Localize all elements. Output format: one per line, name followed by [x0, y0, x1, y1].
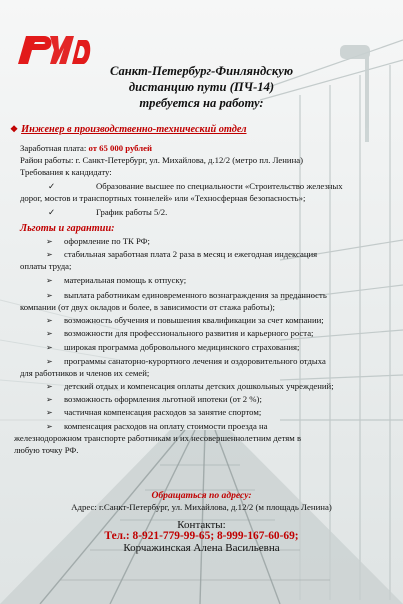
arrow-bullet-icon: ➢	[46, 422, 53, 431]
benefits-title: Льготы и гарантии:	[20, 223, 115, 234]
arrow-bullet-icon: ➢	[46, 357, 53, 366]
benefit-line: широкая программа добровольного медицинского страхования;	[64, 342, 300, 352]
title-line: Санкт-Петербург-Финляндскую	[109, 64, 294, 78]
diamond-bullet-icon: ❖	[10, 124, 19, 134]
benefit-line: возможность оформления льготной ипотеки (от 2 %);	[64, 394, 262, 404]
requirements-label: Требования к кандидату:	[20, 167, 112, 177]
benefit-line: железнодорожном транспорте работникам и их несовершеннолетним детям в	[14, 433, 302, 443]
arrow-bullet-icon: ➢	[46, 276, 53, 285]
benefit-line: возможность обучения и повышения квалификации за счет компании;	[64, 315, 324, 325]
benefit-line: частичная компенсация расходов за занятие спортом;	[64, 407, 262, 417]
arrow-bullet-icon: ➢	[46, 237, 53, 246]
education-line: Образование высшее по специальности «Строительство железных	[96, 181, 343, 191]
arrow-bullet-icon: ➢	[46, 291, 53, 300]
benefit-line: возможности для профессионального развития и карьерного роста;	[64, 328, 314, 338]
district-line: Район работы: г. Санкт-Петербург, ул. Михайлова, д.12/2 (метро пл. Ленина)	[20, 155, 303, 165]
benefit-line: стабильная заработная плата 2 раза в месяц и ежегодная индексация	[64, 249, 318, 259]
job-details	[20, 143, 400, 223]
vacancy-heading	[10, 124, 395, 135]
arrow-bullet-icon: ➢	[46, 343, 53, 352]
salary-label: Заработная плата:	[20, 143, 87, 153]
arrow-bullet-icon: ➢	[46, 250, 53, 259]
benefit-line: оформление по ТК РФ;	[64, 236, 150, 246]
vacancy-title: Инженер в производственно-технический отдел	[21, 124, 247, 135]
rzd-logo-icon	[14, 30, 92, 66]
benefit-line: выплата работникам единовременного вознаграждения за преданность	[64, 290, 327, 300]
benefit-line: компании (от двух окладов и более, в зависимости от стажа работы);	[20, 302, 275, 312]
rzd-logo	[14, 30, 92, 66]
benefits-list	[0, 236, 403, 476]
salary-line	[20, 143, 152, 154]
checkmark-icon: ✓	[48, 207, 56, 217]
contact-address: Адрес: г.Санкт-Петербург, ул. Михайлова, д.12/2 (м площадь Ленина)	[71, 502, 332, 512]
contact-phones: Тел.: 8-921-779-99-65; 8-999-167-60-69;	[104, 530, 299, 542]
arrow-bullet-icon: ➢	[46, 408, 53, 417]
title-line: дистанцию пути (ПЧ-14)	[128, 80, 275, 94]
checkmark-icon: ✓	[48, 181, 56, 191]
arrow-bullet-icon: ➢	[46, 395, 53, 404]
benefit-line: программы санаторно-курортного лечения и оздоровительного отдыха	[64, 356, 326, 366]
contacts-label: Контакты:	[177, 519, 226, 531]
arrow-bullet-icon: ➢	[46, 382, 53, 391]
page-title	[0, 63, 403, 111]
arrow-bullet-icon: ➢	[46, 316, 53, 325]
benefit-line: любую точку РФ.	[14, 445, 79, 455]
benefit-line: компенсация расходов на оплату стоимости проезда на	[64, 421, 268, 431]
contact-person: Корчажинская Алена Васильевна	[123, 542, 280, 554]
contact-heading: Обращаться по адресу:	[151, 490, 252, 501]
schedule-line: График работы 5/2.	[96, 207, 168, 217]
benefit-line: для работников и членов их семей;	[20, 368, 150, 378]
benefit-line: детский отдых и компенсация оплаты детских дошкольных учреждений;	[64, 381, 334, 391]
title-line: требуется на работу:	[139, 96, 264, 110]
arrow-bullet-icon: ➢	[46, 329, 53, 338]
benefit-line: оплаты труда;	[20, 261, 72, 271]
salary-value: от 65 000 рублей	[88, 143, 153, 153]
education-line: дорог, мостов и транспортных тоннелей» или «Техносферная безопасность»;	[20, 193, 306, 203]
benefit-line: материальная помощь к отпуску;	[64, 275, 187, 285]
